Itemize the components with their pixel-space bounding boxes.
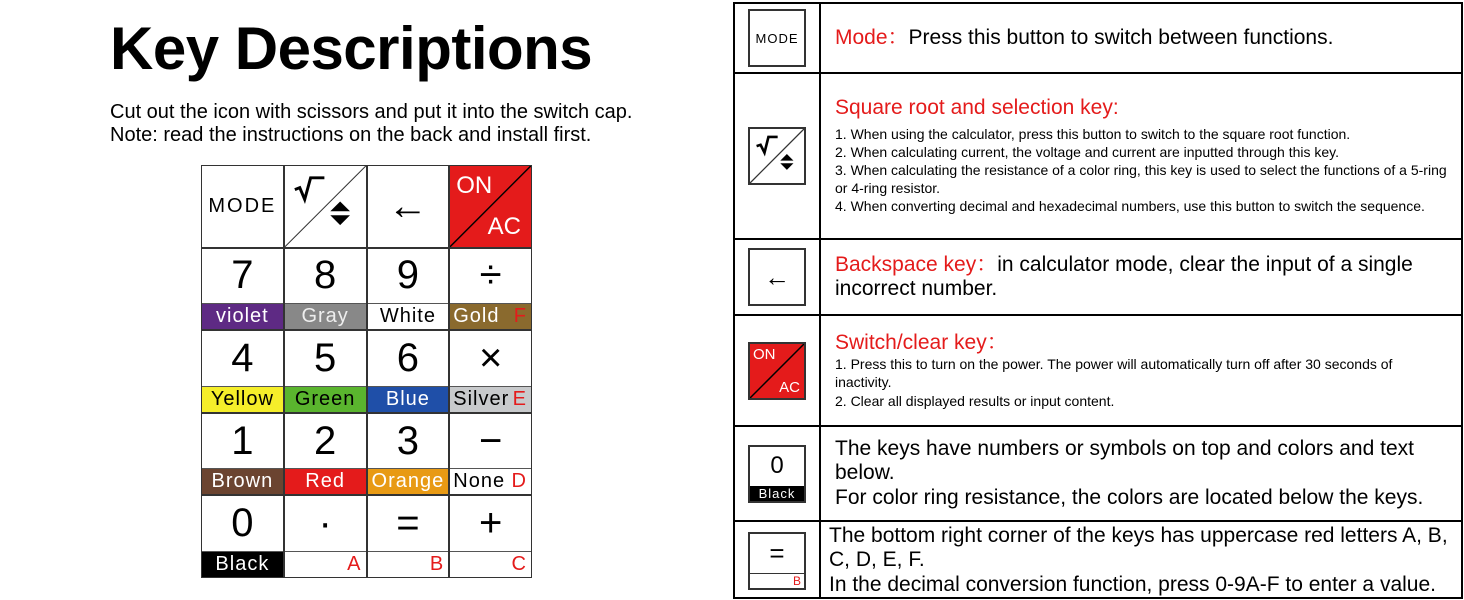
key-symbol: 5 [314,335,337,380]
key-color-label [202,551,283,577]
key-symbol: ÷ [479,253,502,298]
row-backspace [735,240,1461,316]
note-line: Note: read the instructions on the back and install first. [110,124,592,146]
color-name: Black [215,552,270,575]
key-color-label [202,303,283,329]
icon-symbol: = [769,537,785,568]
key-color-label [285,303,366,329]
icon-number: 0 [770,452,784,479]
sqrt-select-key [285,166,366,247]
colors-line-2: For color ring resistance, the colors are located below the keys. [835,485,1424,509]
sqrt-key-icon [748,127,806,185]
keypad-key [202,414,283,495]
hex-letter: F [513,305,527,328]
letters-line-2: In the decimal conversion function, press 0-9A-F to enter a value. [829,572,1436,596]
keypad-grid [201,165,532,578]
letter-key-icon [748,532,806,590]
on-ac-key [450,166,531,247]
key-color-label [368,551,449,577]
hex-letter: C [511,552,527,575]
sqrt-updown-icon [285,166,366,247]
keypad-key [202,249,283,330]
color-name: Gold [453,305,500,328]
hex-letter: B [429,552,445,575]
on-label: ON [753,345,776,363]
keypad-key [450,331,531,412]
keypad-key [285,414,366,495]
keypad-key [450,414,531,495]
mode-heading: Mode： [835,25,909,49]
keypad-key [368,414,449,495]
key-color-label [450,303,531,329]
key-color-label [450,386,531,412]
key-symbol: = [396,501,420,546]
key-color-label [368,303,449,329]
key-symbol: × [478,335,503,380]
mode-key-icon: MODE [748,9,806,67]
key-symbol: 8 [314,253,337,298]
color-name: Blue [385,387,430,410]
key-color-label [202,468,283,494]
row-letters [735,522,1461,599]
key-color-label [202,386,283,412]
keypad-key [368,496,449,577]
ac-label: AC [779,378,800,396]
keypad-key [285,249,366,330]
letters-line-1: The bottom right corner of the keys has uppercase red letters A, B, C, D, E, F. [829,524,1448,572]
sqrt-line-4: 4. When converting decimal and hexadecimal numbers, use this button to switch the sequence. [835,198,1425,215]
on-label: ON [456,172,493,199]
keypad-key [202,331,283,412]
keypad-key [202,496,283,577]
icon-letter: B [750,573,804,588]
key-symbol: 4 [231,335,254,380]
key-symbol: · [318,501,332,546]
row-on-ac [735,316,1461,427]
row-mode [735,4,1461,74]
instruction-line: Cut out the icon with scissors and put it into the switch cap. [110,101,633,123]
hex-letter: D [511,470,527,493]
color-name: Green [294,387,356,410]
hex-letter: E [512,387,527,410]
key-symbol: 6 [396,335,419,380]
on-ac-line-1: 1. Press this to turn on the power. The power will automatically turn off after 30 seconds of inactivity. [835,356,1393,391]
color-name: White [379,305,436,328]
sqrt-line-3: 3. When calculating the resistance of a color ring, this key is used to select the functions of a 5-ring or 4-ring resistor. [835,161,1447,197]
key-symbol: + [478,501,503,546]
backspace-icon: ← [387,183,428,228]
hex-letter: A [347,552,362,575]
key-symbol: 1 [231,418,254,463]
key-symbol: − [478,418,503,463]
key-color-label [450,468,531,494]
key-color-label [450,551,531,577]
key-symbol: 2 [314,418,337,463]
color-name: None [453,470,506,493]
on-ac-key-icon [748,342,806,400]
backspace-text: in calculator mode, clear the input of a single incorrect number. [835,252,1413,300]
page-title: Key Descriptions [110,15,593,82]
key-symbol: 9 [396,253,419,298]
on-ac-line-2: 2. Clear all displayed results or input content. [835,392,1115,409]
key-symbol: 3 [396,418,419,463]
keypad-key [285,331,366,412]
mode-key: MODE [202,166,283,247]
backspace-key [368,166,449,247]
sqrt-line-2: 2. When calculating current, the voltage and current are inputted through this key. [835,143,1340,160]
key-symbol: 7 [231,253,254,298]
color-name: Red [305,470,345,493]
keypad-key [285,496,366,577]
backspace-heading: Backspace key： [835,252,998,276]
color-name: Gray [301,305,349,328]
colors-line-1: The keys have numbers or symbols on top and colors and text below. [835,437,1414,485]
keypad-key [450,249,531,330]
color-name: Yellow [210,387,274,410]
ac-label: AC [487,212,521,240]
on-ac-heading: Switch/clear key： [835,331,1008,355]
color-key-icon [748,445,806,503]
row-colors [735,427,1461,522]
key-color-label [285,386,366,412]
keypad-key [368,249,449,330]
key-color-label [368,386,449,412]
color-name: Silver [453,387,510,410]
icon-color-label: Black [750,486,804,501]
backspace-key-icon: ← [748,248,806,306]
row-sqrt [735,74,1461,240]
keypad-key [368,331,449,412]
key-color-label [285,551,366,577]
key-color-label [368,468,449,494]
key-description-table [733,2,1463,599]
key-color-label [285,468,366,494]
sqrt-heading: Square root and selection key: [835,96,1119,120]
keypad-key [450,496,531,577]
mode-text: Press this button to switch between functions. [908,25,1334,49]
color-name: violet [216,305,269,328]
color-name: Orange [371,470,445,493]
color-name: Brown [211,470,274,493]
sqrt-line-1: 1. When using the calculator, press this button to switch to the square root function. [835,125,1351,142]
key-symbol: 0 [231,501,254,546]
